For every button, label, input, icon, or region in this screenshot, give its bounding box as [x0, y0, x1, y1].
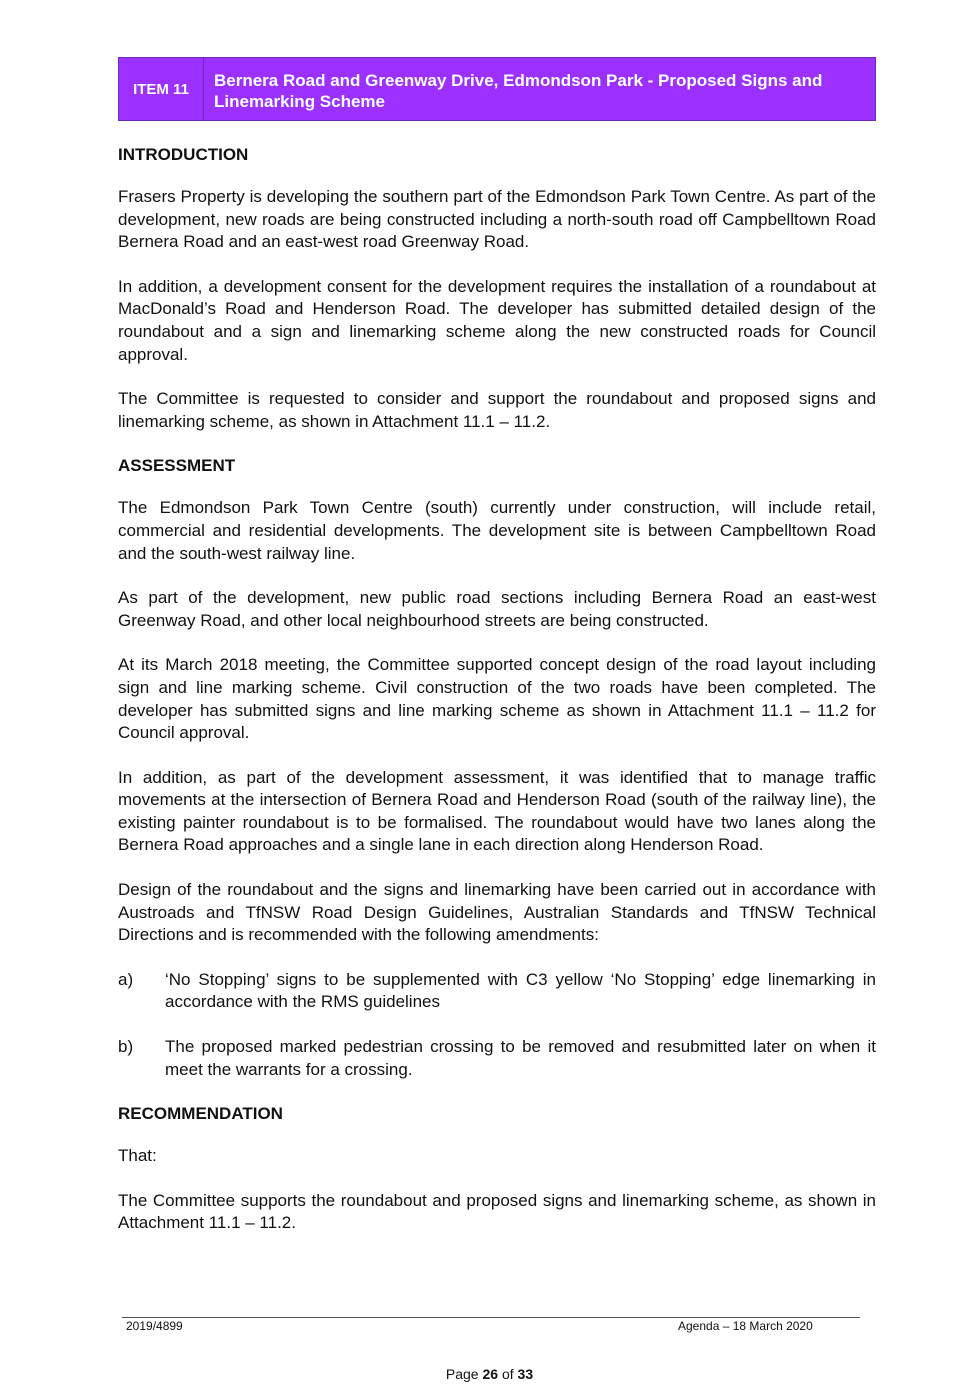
intro-paragraph: In addition, a development consent for the development requires the installation of a roundabout at MacDonald’s Road and Henderson Road. The developer has submitted detailed design of the roundabout and a sign and linemarking scheme along the new constructed roads for Council approval.	[118, 276, 876, 364]
introduction-heading: INTRODUCTION	[118, 145, 249, 164]
recommendation-paragraph: The Committee supports the roundabout and proposed signs and linemarking scheme, as shown in Attachment 11.1 – 11.2.	[118, 1190, 876, 1233]
list-text: ‘No Stopping’ signs to be supplemented with C3 yellow ‘No Stopping’ edge linemarking in accordance with the RMS guidelines	[165, 969, 876, 1012]
list-marker: a)	[118, 969, 134, 989]
assessment-paragraph: At its March 2018 meeting, the Committee supported concept design of the road layout including sign and line marking scheme. Civil construction of the two roads have been completed. The developer has submitted signs and line marking scheme as shown in Attachment 11.1 – 11.2 for Council approval.	[118, 655, 876, 743]
page-prefix: Page	[445, 1366, 479, 1382]
assessment-paragraph: As part of the development, new public road sections including Bernera Road an east-west Greenway Road, and other local neighbourhood streets are being constructed.	[118, 588, 876, 630]
page-of: of	[501, 1366, 514, 1382]
list-text: The proposed marked pedestrian crossing to be removed and resubmitted later on when it meet the warrants for a crossing.	[165, 1037, 876, 1079]
document-body	[118, 144, 876, 1257]
amendment-list-item	[118, 969, 876, 1014]
amendment-list-item	[118, 1036, 876, 1081]
item-title: Bernera Road and Greenway Drive, Edmondson Park - Proposed Signs and Linemarking Scheme	[214, 71, 823, 111]
assessment-heading: ASSESSMENT	[118, 456, 236, 476]
recommendation-heading: RECOMMENDATION	[118, 1104, 283, 1124]
page-total: 33	[517, 1366, 534, 1382]
page-number	[0, 1366, 979, 1382]
assessment-paragraph: In addition, as part of the development assessment, it was identified that to manage traffic movements at the intersection of Bernera Road and Henderson Road (south of the railway line), the existing painter roundabout is to be formalised. The roundabout would have two lanes along the Bernera Road approaches and a single lane in each direction along Henderson Road.	[118, 767, 876, 855]
intro-paragraph: The Committee is requested to consider and support the roundabout and proposed signs and linemarking scheme, as shown in Attachment 11.1 – 11.2.	[118, 389, 876, 431]
assessment-paragraph: Design of the roundabout and the signs and linemarking have been carried out in accordance with Austroads and TfNSW Road Design Guidelines, Australian Standards and TfNSW Technical Directions and is recommended with the following amendments:	[118, 880, 876, 945]
assessment-paragraph: The Edmondson Park Town Centre (south) currently under construction, will include retail, commercial and residential developments. The development site is between Campbelltown Road and the south-west railway line.	[118, 498, 876, 563]
page-current: 26	[482, 1366, 499, 1382]
list-marker: b)	[118, 1037, 134, 1057]
footer-divider	[122, 1317, 860, 1318]
footer-reference: 2019/4899	[126, 1319, 183, 1333]
item-number-label: ITEM 11	[119, 58, 204, 120]
recommendation-paragraph: That:	[118, 1146, 157, 1166]
intro-paragraph: Frasers Property is developing the southern part of the Edmondson Park Town Centre. As part of the development, new roads are being constructed including a north-south road off Campbelltown Road Bernera Road and an east-west road Greenway Road.	[118, 187, 876, 252]
footer-agenda-date: Agenda – 18 March 2020	[678, 1319, 813, 1333]
item-header	[118, 57, 876, 121]
